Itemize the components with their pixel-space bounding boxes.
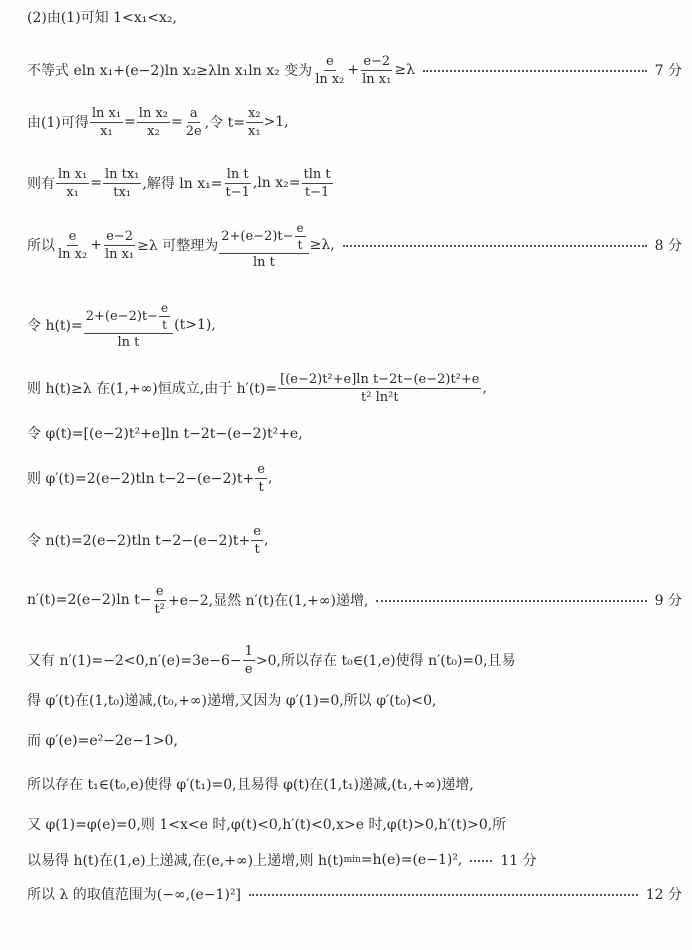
fraction-denominator: [251, 254, 277, 270]
solution-line: [27, 804, 682, 844]
solution-line: [27, 680, 682, 720]
solution-line: [27, 520, 682, 560]
text-segment: 令 h(t)=: [27, 318, 83, 334]
text-segment: 令 φ(t)=[(e−2)t²+e]ln t−2t−(e−2)t²+e,: [27, 426, 303, 442]
fraction-denominator: [253, 541, 262, 557]
fraction: [103, 229, 136, 262]
text-segment: 令 n(t)=2(e−2)tln t−2−(e−2)t+: [27, 533, 251, 549]
text-segment: =: [171, 114, 183, 130]
text-segment: n′(t)=2(e−2)ln t−: [27, 592, 152, 608]
fraction: [137, 106, 170, 139]
text-segment: 以易得 h(t)在(1,e)上递减,在(e,+∞)上递增,则 h(t): [27, 853, 344, 869]
score-label: 9 分: [654, 593, 682, 609]
fraction-numerator: [246, 106, 263, 123]
fraction-numerator: [159, 301, 170, 317]
text-segment: ≥λ 可整理为: [137, 238, 219, 254]
solution-line: [27, 764, 682, 804]
fraction-denominator: [256, 479, 265, 495]
solution-line: [27, 50, 682, 90]
solution-line: [27, 640, 682, 680]
text-segment: 则有: [27, 176, 55, 192]
text-segment: ln x₁: [58, 166, 88, 182]
text-segment: 由(1)可得: [27, 115, 89, 131]
text-segment: 则 h(t)≥λ 在(1,+∞)恒成立,由于 h′(t)=: [27, 381, 278, 397]
text-segment: t: [162, 317, 167, 332]
score-label: 12 分: [645, 887, 682, 903]
fraction: [56, 229, 89, 262]
fraction-numerator: [84, 301, 173, 334]
dot-leader: [249, 894, 638, 896]
fraction-denominator: [56, 246, 89, 262]
text-segment: t−1: [225, 184, 250, 200]
text-segment: 所以: [27, 238, 55, 254]
text-segment: e: [155, 583, 164, 599]
text-segment: =: [124, 114, 136, 130]
fraction-numerator: [56, 167, 89, 184]
fraction-denominator: [303, 184, 331, 200]
text-segment: 所以存在 t₁∈(t₀,e)使得 φ′(t₁)=0,且易得 φ(t)在(1,t₁)递减,(t₁,+∞)递增,: [27, 777, 474, 793]
fraction-numerator: [255, 462, 267, 479]
fraction-denominator: [98, 123, 115, 139]
fraction-numerator: [251, 524, 263, 541]
fraction: [219, 221, 308, 270]
fraction-numerator: [103, 167, 141, 184]
text-segment: 1: [244, 643, 253, 659]
fraction-denominator: [160, 317, 169, 332]
fraction: [56, 167, 89, 200]
fraction: [90, 106, 123, 139]
text-segment: e: [253, 523, 261, 539]
fraction-numerator: [90, 106, 123, 123]
text-segment: x₂: [247, 105, 261, 121]
dot-leader: [343, 245, 647, 247]
text-segment: ln x₂: [138, 105, 169, 121]
text-segment: 得 φ′(t)在(1,t₀)递减,(t₀,+∞)递增,又因为 φ′(1)=0,所以 φ′(t₀)<0,: [27, 693, 437, 709]
text-segment: 2+(e−2)t−: [221, 228, 294, 244]
text-segment: 又 φ(1)=φ(e)=0,则 1<x<e 时,φ(t)<0,h′(t)<0,x>e 时,φ(t)>0,h′(t)>0,所: [27, 817, 507, 833]
score-label: 11 分: [500, 853, 537, 869]
text-segment: ,: [482, 380, 487, 396]
fraction-numerator: [295, 221, 306, 237]
solution-line: [27, 163, 682, 203]
text-segment: =: [90, 175, 102, 191]
text-segment: e: [244, 661, 253, 677]
dot-leader: [423, 70, 647, 72]
text-segment: ln t: [252, 254, 275, 270]
fraction: [246, 106, 263, 139]
text-segment: t: [258, 479, 264, 495]
fraction-numerator: [361, 54, 392, 71]
fraction-numerator: [225, 167, 251, 184]
text-segment: ,: [263, 532, 269, 548]
text-segment: 所以 λ 的取值范围为(−∞,(e−1)²]: [27, 887, 241, 903]
solution-line: [27, 220, 682, 270]
text-segment: ln x₁: [104, 246, 135, 262]
text-segment: ln x₁: [362, 71, 392, 87]
text-segment: t−1: [304, 184, 330, 200]
text-segment: ≥λ,: [309, 237, 335, 253]
text-segment: 不等式 eln x₁+(e−2)ln x₂≥λln x₁ln x₂ 变为: [27, 63, 313, 79]
fraction-denominator: [145, 123, 162, 139]
text-segment: (t>1),: [174, 317, 216, 333]
fraction-numerator: [219, 221, 308, 254]
score-label: 7 分: [654, 63, 682, 79]
fraction-denominator: [360, 71, 393, 87]
text-segment: +: [90, 237, 102, 253]
text-segment: ln x₂: [315, 71, 345, 87]
fraction: [251, 524, 263, 557]
text-segment: 而 φ′(e)=e²−2e−1>0,: [27, 733, 178, 749]
text-segment: e: [325, 53, 334, 69]
text-segment: >1,: [263, 114, 289, 130]
fraction: [153, 584, 167, 617]
text-segment: ,: [267, 470, 273, 486]
text-segment: (2)由(1)可知 1<x₁<x₂,: [27, 10, 177, 26]
fraction-numerator: [302, 167, 333, 184]
fraction-numerator: [188, 106, 200, 123]
fraction: [84, 301, 173, 350]
fraction: [360, 54, 393, 87]
text-segment: >0,所以存在 t₀∈(1,e)使得 n′(t₀)=0,且易: [255, 653, 516, 669]
text-segment: e−2: [106, 228, 133, 244]
text-segment: ,ln x₂=: [252, 175, 301, 191]
fraction-denominator: [243, 661, 255, 677]
text-segment: =h(e)=(e−1)²,: [360, 852, 463, 868]
fraction-denominator: [359, 389, 401, 405]
fraction: [184, 106, 204, 139]
fraction-numerator: [278, 372, 481, 389]
solution-line: [27, 458, 682, 498]
fraction: [295, 221, 306, 252]
fraction-denominator: [103, 246, 136, 262]
fraction-denominator: [116, 334, 142, 350]
fraction: [243, 644, 255, 677]
solution-line: [27, 300, 682, 350]
solution-line: [27, 0, 682, 37]
fraction-denominator: [313, 71, 346, 87]
dot-leader: [470, 860, 492, 862]
text-segment: ,令 t=: [204, 115, 245, 131]
dot-leader: [376, 600, 646, 602]
text-segment: 2+(e−2)t−: [85, 308, 159, 324]
fraction-numerator: [154, 584, 166, 601]
text-segment: +e−2,显然 n′(t)在(1,+∞)递增,: [167, 593, 369, 609]
solution-line: [27, 368, 682, 408]
fraction: [103, 167, 141, 200]
fraction: [223, 167, 251, 200]
text-segment: e−2: [363, 53, 391, 69]
text-segment: ln x₁: [91, 105, 122, 121]
fraction: [313, 54, 346, 87]
fraction: [278, 372, 481, 405]
text-segment: x₁: [66, 184, 79, 200]
fraction-denominator: [184, 123, 204, 139]
fraction: [255, 462, 267, 495]
text-segment: t: [297, 237, 303, 252]
text-segment: e: [161, 300, 169, 315]
text-segment: e: [68, 228, 77, 244]
solution-line: [27, 413, 682, 453]
text-segment: x₁: [100, 123, 113, 139]
text-segment: ln t: [117, 334, 140, 350]
text-segment: 又有 n′(1)=−2<0,n′(e)=3e−6−: [27, 653, 242, 669]
text-segment: t²: [154, 601, 165, 617]
solution-line: [27, 720, 682, 760]
fraction-denominator: [246, 123, 263, 139]
text-segment: tx₁: [113, 184, 132, 200]
fraction: [159, 301, 170, 332]
text-segment: a: [189, 105, 198, 121]
fraction-denominator: [223, 184, 251, 200]
fraction-numerator: [243, 644, 255, 661]
text-segment: ln x₂: [58, 246, 88, 262]
text-segment: e: [296, 220, 304, 235]
fraction-numerator: [67, 229, 79, 246]
text-segment: [(e−2)t²+e]ln t−2t−(e−2)t²+e: [280, 371, 480, 387]
text-segment: t: [254, 541, 260, 557]
fraction: [302, 167, 333, 200]
score-label: 8 分: [654, 238, 682, 254]
fraction-numerator: [137, 106, 170, 123]
text-segment: ln tx₁: [104, 166, 140, 182]
solution-line: [27, 580, 682, 620]
subscript: min: [343, 855, 361, 865]
fraction-denominator: [111, 184, 133, 200]
text-segment: x₁: [247, 123, 261, 139]
text-segment: x₂: [147, 123, 160, 139]
text-segment: ln t: [226, 166, 249, 182]
solution-line: [27, 102, 682, 142]
text-segment: tln t: [303, 166, 331, 182]
text-segment: ≥λ: [394, 62, 415, 78]
fraction-denominator: [153, 601, 167, 617]
text-segment: e: [257, 461, 265, 477]
fraction-numerator: [104, 229, 135, 246]
text-segment: ,解得 ln x₁=: [142, 176, 223, 192]
text-segment: +: [347, 62, 360, 78]
text-segment: t² ln²t: [361, 389, 399, 405]
fraction-numerator: [324, 54, 336, 71]
fraction-denominator: [64, 184, 81, 200]
fraction-denominator: [296, 237, 305, 252]
text-segment: 2e: [185, 123, 202, 139]
text-segment: 则 φ′(t)=2(e−2)tln t−2−(e−2)t+: [27, 471, 255, 487]
solution-line: [27, 874, 682, 914]
